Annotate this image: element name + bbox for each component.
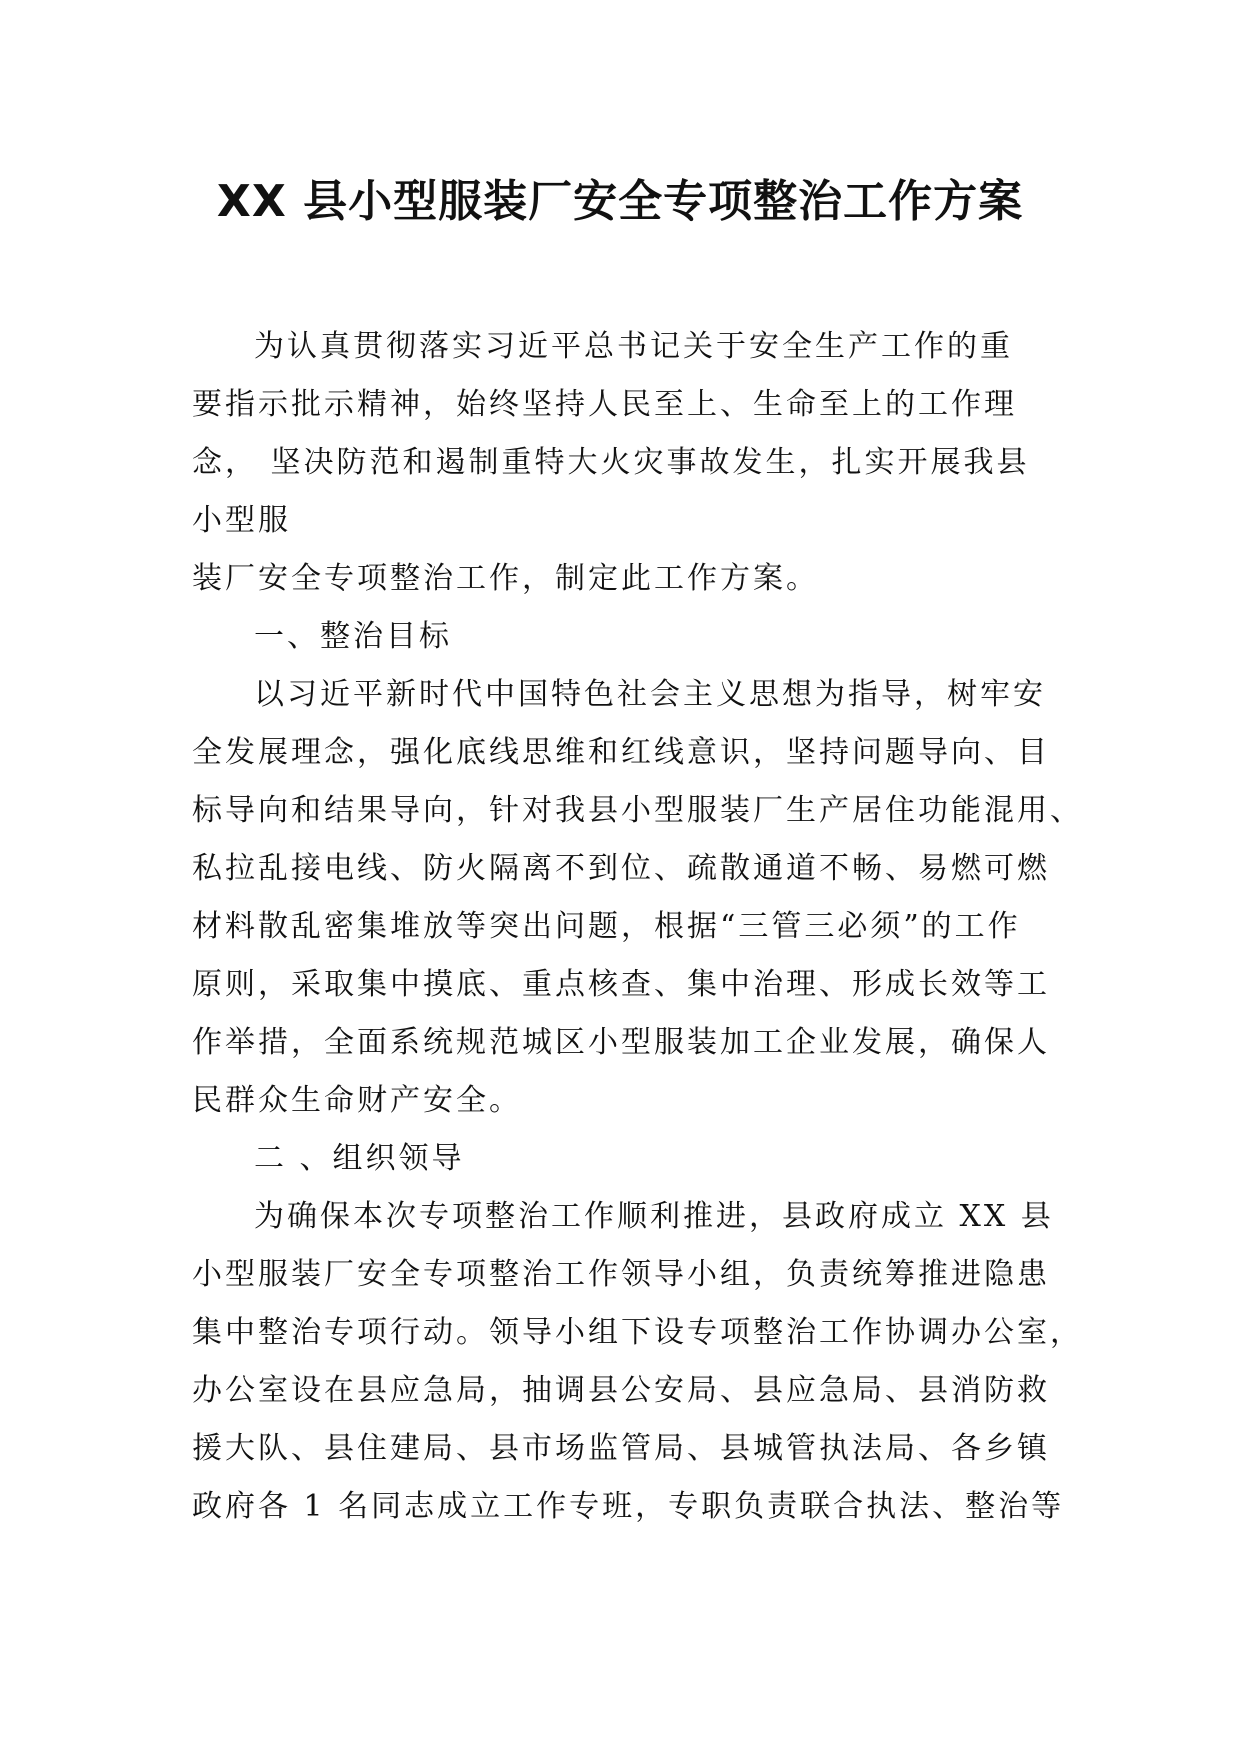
- paragraph-line: 念， 坚决防范和遏制重特大火灾事故发生，扎实开展我县: [192, 445, 1030, 480]
- document-title: XX 县小型服装厂安全专项整治工作方案: [216, 176, 1024, 227]
- paragraph-line: 材料散乱密集堆放等突出问题，根据“三管三必须”的工作: [192, 909, 1021, 944]
- paragraph-line: 装厂安全专项整治工作，制定此工作方案。: [192, 561, 819, 596]
- paragraph-line: 集中整治专项行动。领导小组下设专项整治工作协调办公室，: [192, 1315, 1083, 1350]
- section-heading-objectives: 一、整治目标: [254, 619, 452, 654]
- paragraph-line: 作举措，全面系统规范城区小型服装加工企业发展，确保人: [192, 1025, 1050, 1060]
- document-body: [192, 318, 1083, 1536]
- paragraph-line: 全发展理念，强化底线思维和红线意识，坚持问题导向、目: [192, 735, 1050, 770]
- paragraph-line: 原则，采取集中摸底、重点核查、集中治理、形成长效等工: [192, 967, 1050, 1002]
- paragraph-line: 小型服: [192, 503, 291, 538]
- paragraph-line: 办公室设在县应急局，抽调县公安局、县应急局、县消防救: [192, 1373, 1050, 1408]
- paragraph-line: 私拉乱接电线、防火隔离不到位、疏散通道不畅、易燃可燃: [192, 851, 1050, 886]
- paragraph-line: 援大队、县住建局、县市场监管局、县城管执法局、各乡镇: [192, 1431, 1050, 1466]
- paragraph-line: 标导向和结果导向，针对我县小型服装厂生产居住功能混用、: [192, 793, 1083, 828]
- paragraph-line: 为确保本次专项整治工作顺利推进，县政府成立 XX 县: [254, 1199, 1054, 1234]
- paragraph-line: 民群众生命财产安全。: [192, 1083, 522, 1118]
- paragraph-line: 要指示批示精神，始终坚持人民至上、生命至上的工作理: [192, 387, 1017, 422]
- section-heading-leadership: 二 、组织领导: [254, 1141, 465, 1176]
- paragraph-line: 以习近平新时代中国特色社会主义思想为指导，树牢安: [254, 677, 1046, 712]
- paragraph-line: 政府各 1 名同志成立工作专班，专职负责联合执法、整治等: [192, 1489, 1065, 1524]
- paragraph-line: 小型服装厂安全专项整治工作领导小组，负责统筹推进隐患: [192, 1257, 1050, 1292]
- paragraph-line: 为认真贯彻落实习近平总书记关于安全生产工作的重: [254, 329, 1013, 364]
